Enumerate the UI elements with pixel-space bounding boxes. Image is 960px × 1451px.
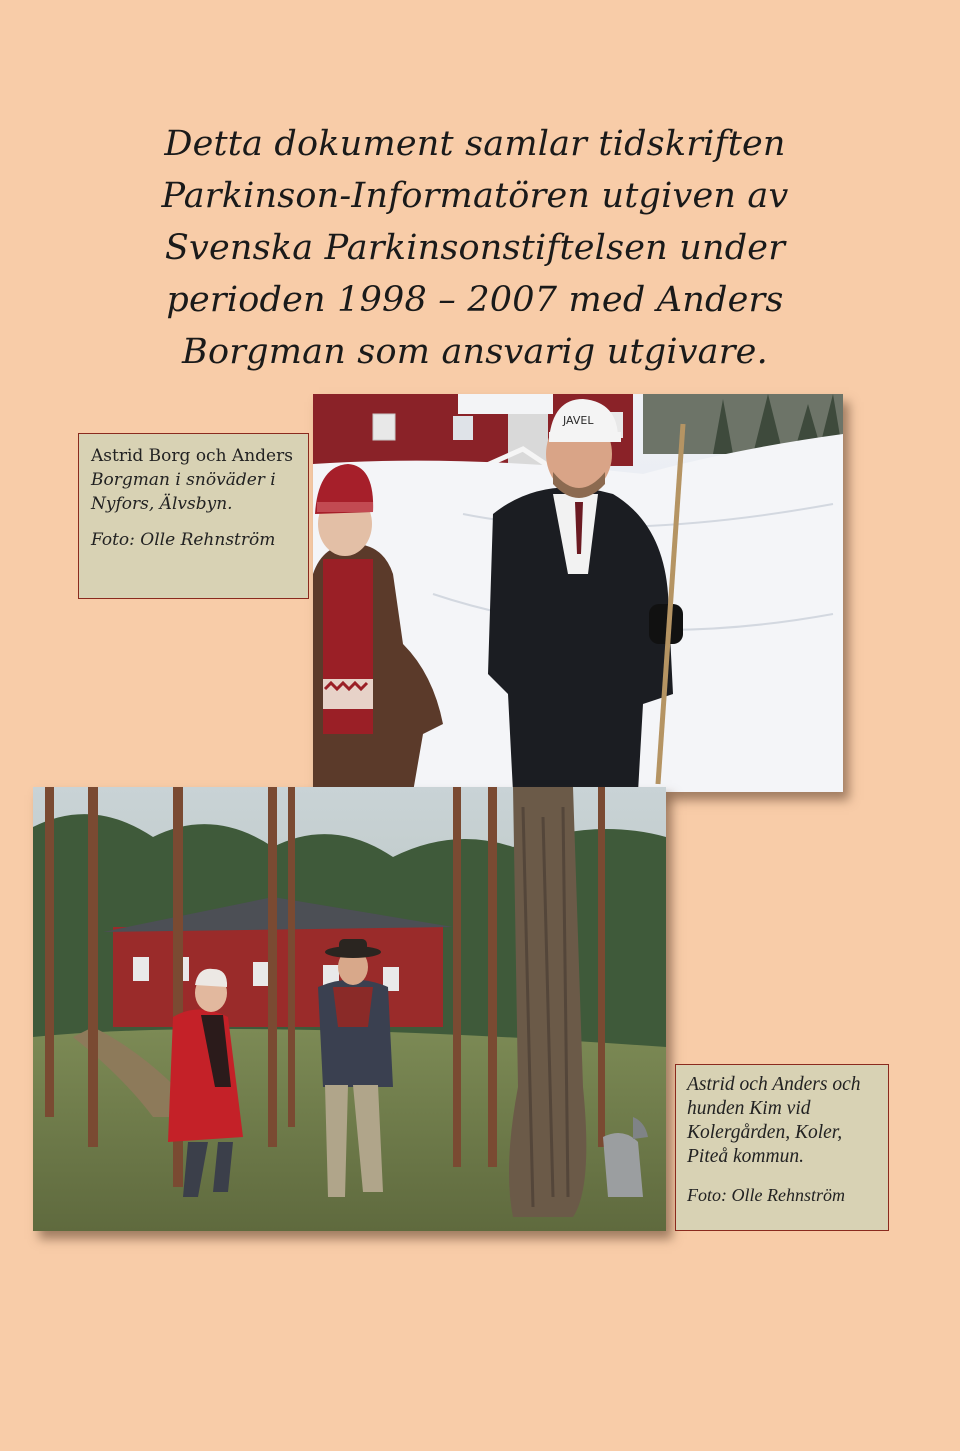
caption2-line-1: Astrid och Anders och bbox=[687, 1074, 861, 1095]
cover-title bbox=[110, 118, 840, 378]
caption-snow-photo bbox=[78, 433, 309, 599]
caption-forest-photo bbox=[675, 1064, 889, 1231]
title-line-1: Detta dokument samlar tidskriften bbox=[164, 124, 786, 164]
title-line-3: Svenska Parkinsonstiftelsen under bbox=[164, 228, 786, 268]
photo-forest-kolergarden bbox=[33, 787, 666, 1231]
title-line-4: perioden 1998 – 2007 med Anders bbox=[166, 280, 784, 320]
photo-forest-illustration bbox=[33, 787, 666, 1231]
caption2-photo-credit: Foto: Olle Rehnström bbox=[687, 1185, 845, 1205]
title-line-2: Parkinson-Informatören utgiven av bbox=[161, 176, 789, 216]
caption1-line-1: Astrid Borg och Anders bbox=[91, 446, 293, 466]
caption1-photo-credit: Foto: Olle Rehnström bbox=[91, 530, 276, 550]
caption1-line-3: Nyfors, Älvsbyn. bbox=[91, 494, 233, 514]
caption2-line-4: Piteå kommun. bbox=[687, 1146, 804, 1167]
caption2-line-2: hunden Kim vid bbox=[687, 1098, 811, 1119]
cap-logo-text: JAVEL bbox=[563, 414, 594, 427]
caption1-line-2: Borgman i snöväder i bbox=[91, 470, 276, 490]
caption2-line-3: Kolergården, Koler, bbox=[687, 1122, 843, 1143]
photo-snow-illustration bbox=[313, 394, 843, 792]
title-line-5: Borgman som ansvarig utgivare. bbox=[182, 332, 768, 372]
photo-snow-nyfors bbox=[313, 394, 843, 792]
